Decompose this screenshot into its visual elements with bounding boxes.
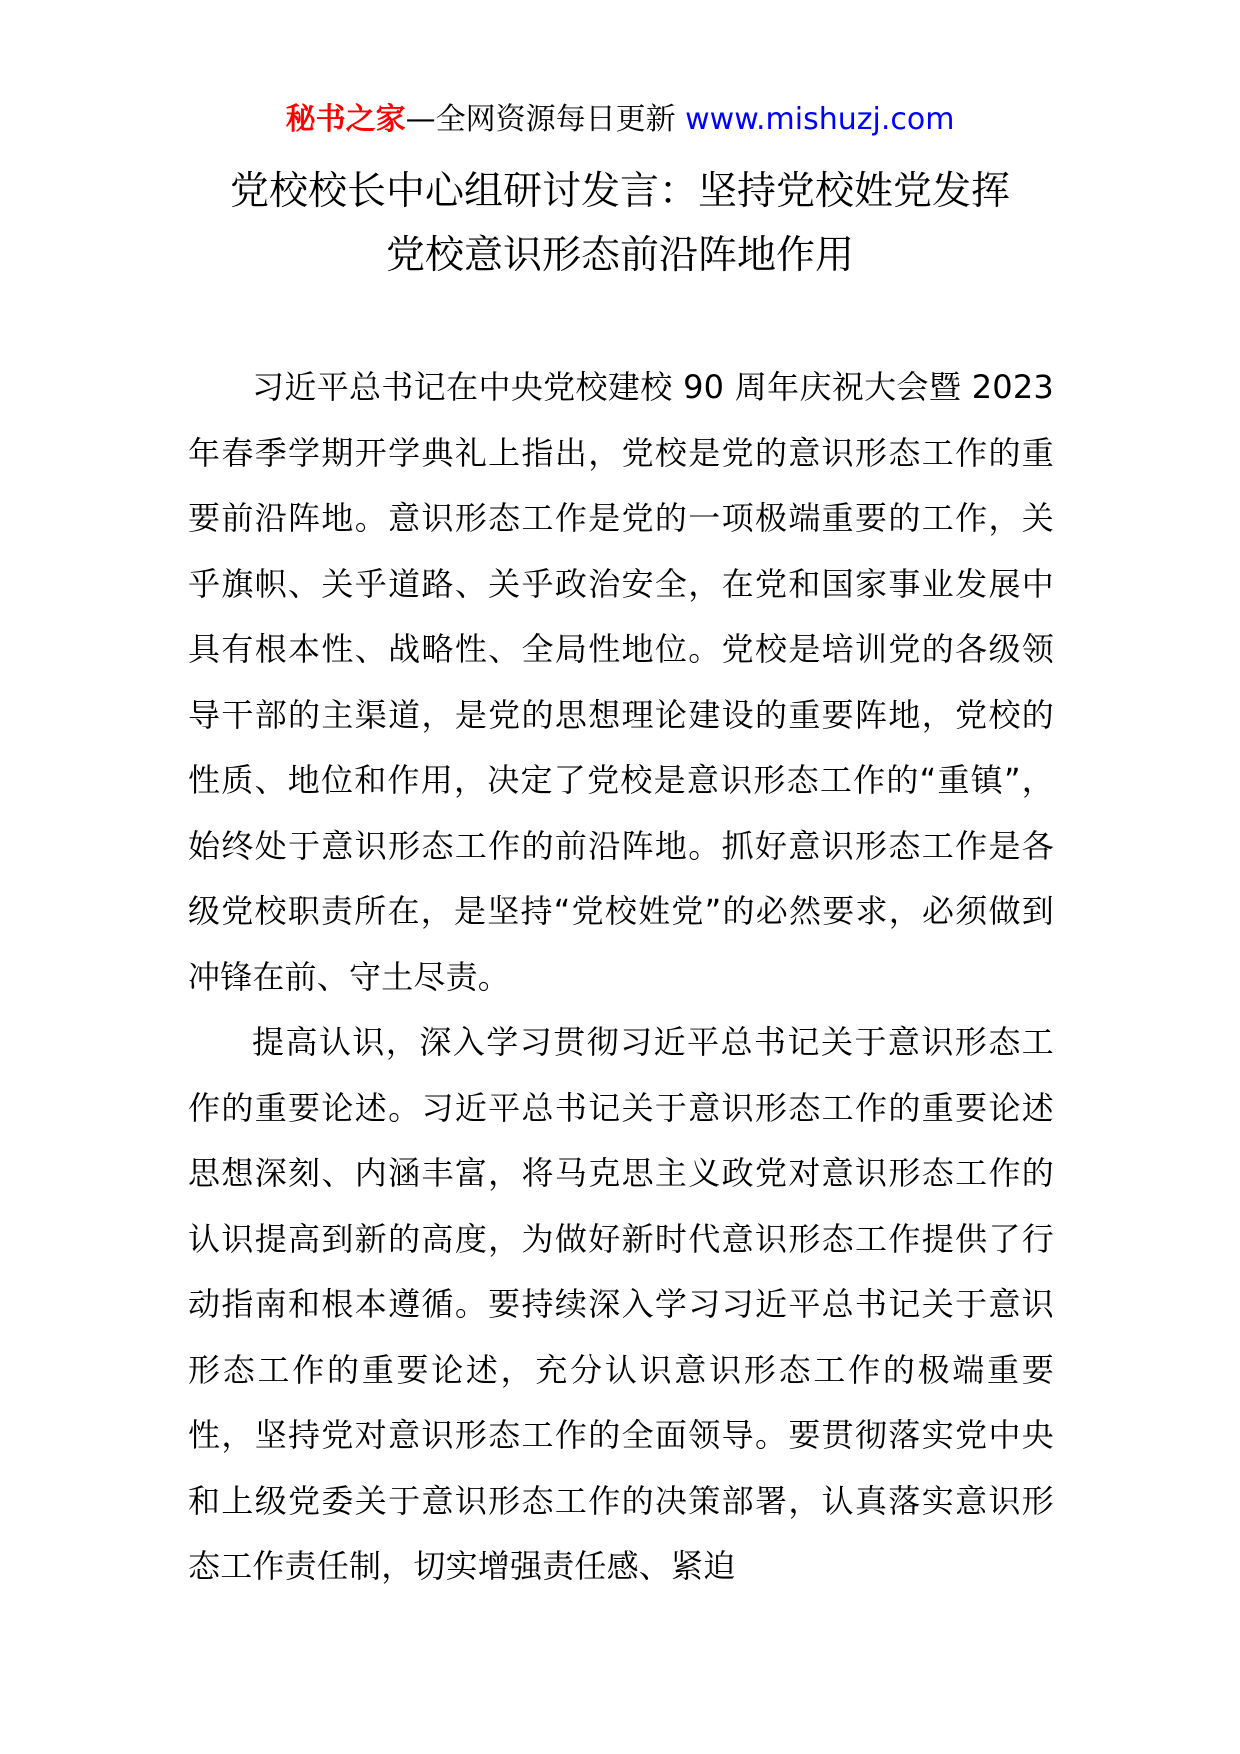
body-paragraph-1: 习近平总书记在中央党校建校 90 周年庆祝大会暨 2023 年春季学期开学典礼上指出，党校是党的意识形态工作的重要前沿阵地。意识形态工作是党的一项极端重要的工作，关乎旗帜、关乎道路、关乎政治安全，在党和国家事业发展中具有根本性、战略性、全局性地位。党校是培训党的各级领导干部的主渠道，是党的思想理论建设的重要阵地，党校的性质、地位和作用，决定了党校是意识形态工作的“重镇”，始终处于意识形态工作的前沿阵地。抓好意识形态工作是各级党校职责所在，是坚持“党校姓党”的必然要求，必须做到冲锋在前、守土尽责。 [188,368,1054,996]
body-paragraph-2: 提高认识，深入学习贯彻习近平总书记关于意识形态工作的重要论述。习近平总书记关于意识形态工作的重要论述思想深刻、内涵丰富，将马克思主义政党对意识形态工作的认识提高到新的高度，为做好新时代意识形态工作提供了行动指南和根本遵循。要持续深入学习习近平总书记关于意识形态工作的重要论述，充分认识意识形态工作的极端重要性，坚持党对意识形态工作的全面领导。要贯彻落实党中央和上级党委关于意识形态工作的决策部署，认真落实意识形态工作责任制，切实增强责任感、紧迫 [188,1023,1054,1585]
site-brand: 秘书之家 [285,102,406,137]
site-tagline: —全网资源每日更新 [405,102,676,137]
document-title-line-1: 党校校长中心组研讨发言：坚持党校姓党发挥 [229,169,1010,214]
site-url-link[interactable]: www.mishuzj.com [685,102,955,137]
document-title [150,160,1090,288]
site-header [0,100,1240,140]
document-body [188,355,1054,1600]
document-title-line-2: 党校意识形态前沿阵地作用 [385,233,854,278]
